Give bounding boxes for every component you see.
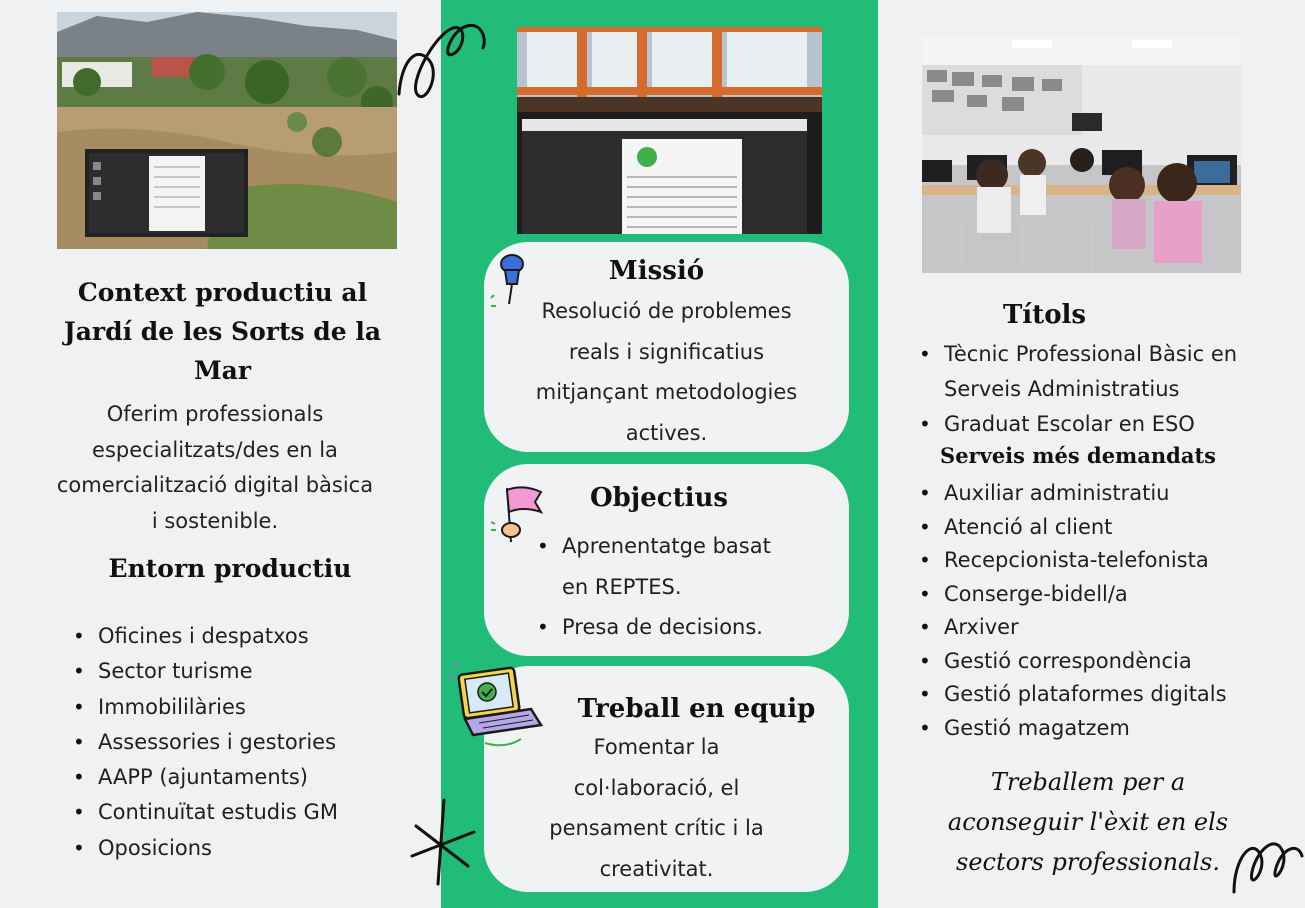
list-item: • Tècnic Professional Bàsic en Serveis Administratius — [916, 337, 1296, 407]
list-item: • Gestió plataformes digitals — [916, 678, 1296, 712]
middle-panel — [441, 0, 878, 908]
left-panel — [0, 0, 441, 908]
list-item: • Recepcionista-telefonista — [916, 544, 1296, 578]
list-item: • Atenció al client — [916, 511, 1296, 545]
list-item: • Oposicions — [70, 831, 410, 866]
list-item: • Oficines i despatxos — [70, 619, 410, 654]
classroom-photo — [922, 35, 1241, 273]
loop-decoration — [1230, 828, 1305, 898]
squiggle-decoration — [395, 14, 495, 106]
flag-icon — [489, 482, 545, 548]
laptop-check-icon — [445, 663, 545, 753]
list-item: • Aprenentatge basat en REPTES. — [534, 526, 834, 607]
list-item: • Graduat Escolar en ESO — [916, 407, 1296, 442]
list-item: • AAPP (ajuntaments) — [70, 760, 410, 795]
titols-list — [916, 337, 1296, 442]
objectius-list — [534, 526, 834, 648]
list-item: • Gestió correspondència — [916, 645, 1296, 679]
objectius-title: Objectius — [589, 483, 729, 513]
missio-text: Resolució de problemes reals i significatius mitjançant metodologies actives. — [535, 299, 798, 445]
list-item: • Arxiver — [916, 611, 1296, 645]
star-doodle — [408, 796, 478, 886]
list-item: • Auxiliar administratiu — [916, 477, 1296, 511]
list-item: • Sector turisme — [70, 654, 410, 689]
intro-text: Oferim professionals especialitzats/des en la comercialització digital bàsica i sostenible. — [56, 402, 374, 533]
missio-card — [484, 242, 849, 452]
garden-photo — [57, 12, 397, 249]
serveis-title: Serveis més demandats — [940, 443, 1216, 468]
closing-text: Treballem per a aconseguir l'èxit en els sectors professionals. — [947, 768, 1229, 876]
entorn-list — [70, 619, 410, 866]
titols-title: Títols — [1002, 300, 1087, 330]
list-item: • Conserge-bidell/a — [916, 578, 1296, 612]
list-item: • Presa de decisions. — [534, 607, 834, 648]
list-item: • Immobililàries — [70, 690, 410, 725]
list-item: • Gestió magatzem — [916, 712, 1296, 746]
context-heading: Context productiu al Jardí de les Sorts de la Mar — [63, 278, 382, 385]
pushpin-icon — [487, 250, 537, 310]
treball-text: Fomentar la col·laboració, el pensament crític i la creativitat. — [549, 735, 764, 881]
serveis-list — [916, 477, 1296, 745]
right-panel — [878, 0, 1305, 908]
missio-title: Missió — [608, 256, 705, 286]
list-item: • Assessories i gestories — [70, 725, 410, 760]
treball-title: Treball en equip — [577, 694, 816, 724]
list-item: • Continuïtat estudis GM — [70, 795, 410, 830]
entorn-title: Entorn productiu — [108, 554, 352, 583]
office-window-photo — [517, 27, 822, 234]
